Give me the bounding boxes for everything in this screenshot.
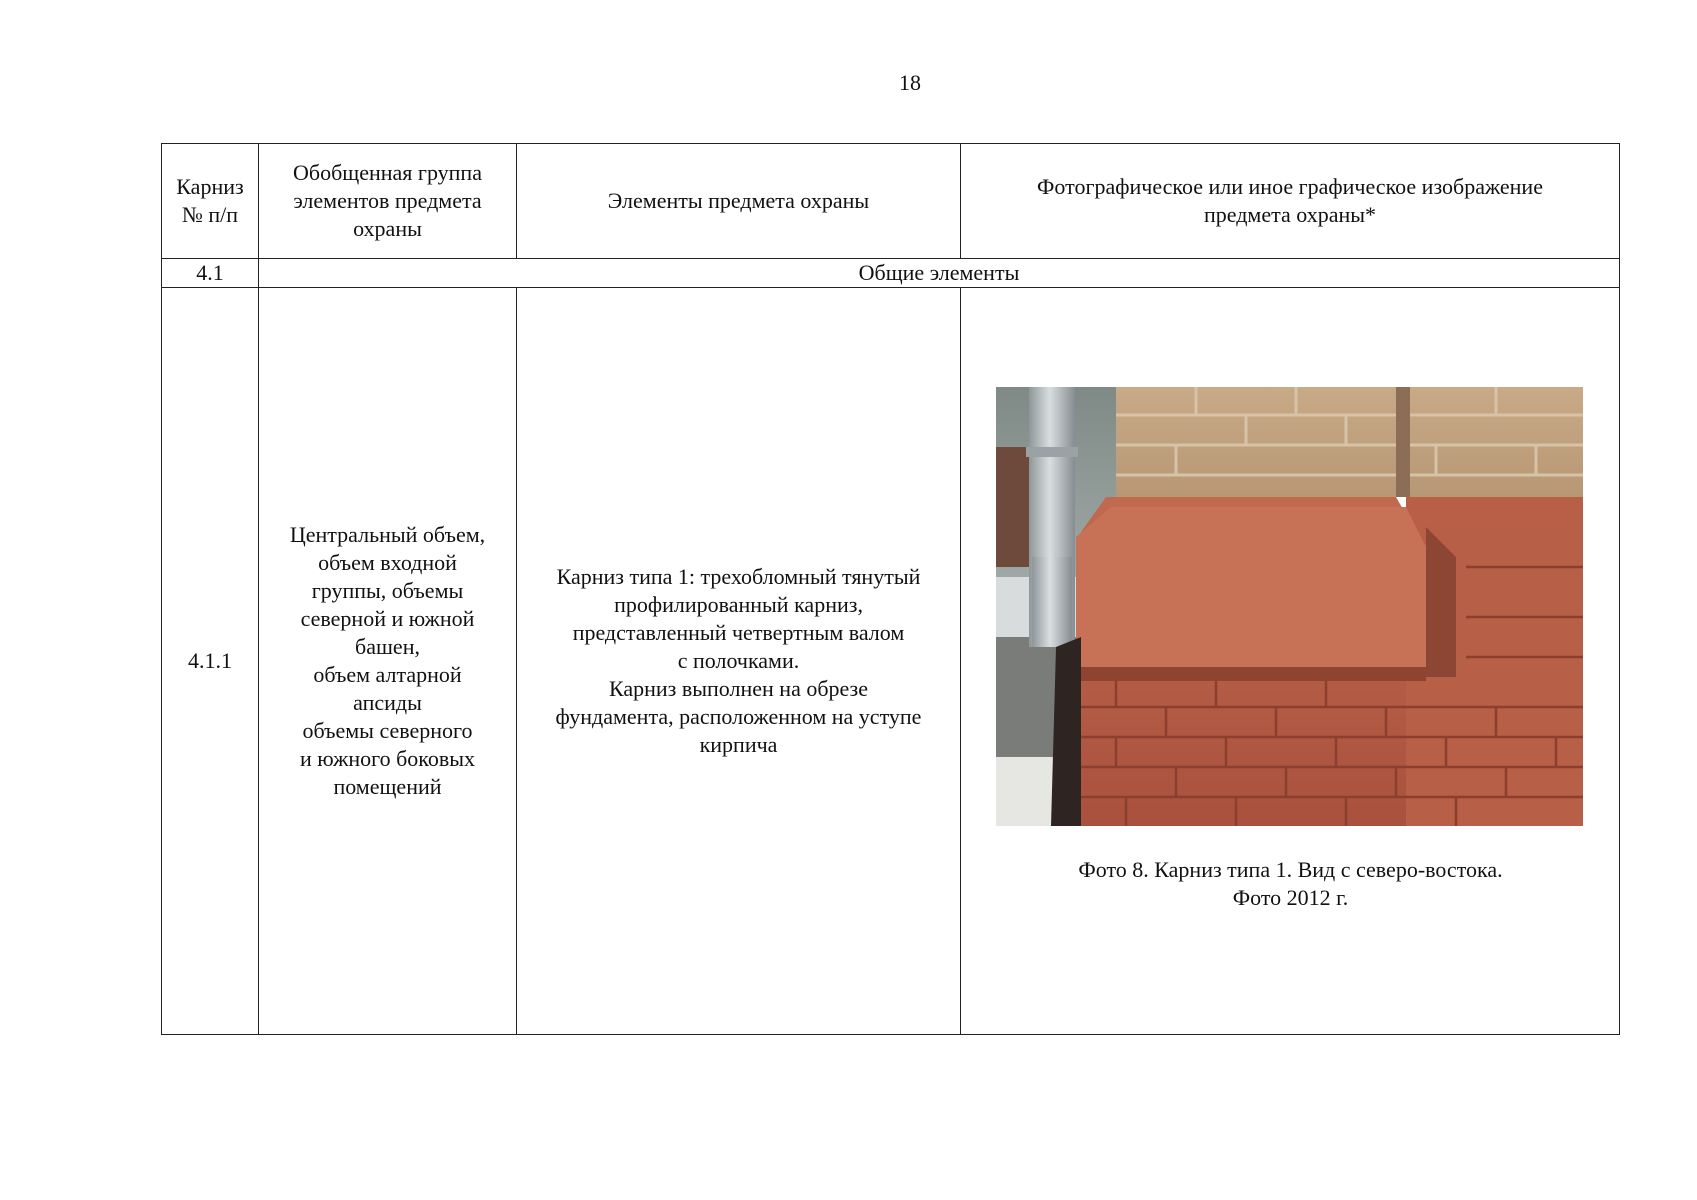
cornice-photo <box>996 387 1583 826</box>
header-photo <box>961 144 1620 259</box>
element-line: представленный четвертным валом <box>572 620 905 645</box>
row-elements <box>517 288 961 1035</box>
group-line: Центральный объем, <box>289 522 486 547</box>
element-line: Карниз выполнен на обрезе <box>608 676 869 701</box>
group-line: северной и южной <box>300 606 475 631</box>
element-line: кирпича <box>699 732 778 757</box>
header-group-text: Обобщенная группа элементов предмета охраны <box>293 160 482 241</box>
element-line: профилированный карниз, <box>614 592 863 617</box>
row-group <box>259 288 517 1035</box>
table-header-row <box>162 144 1620 259</box>
table-row <box>162 288 1620 1035</box>
group-line: объем алтарной <box>313 662 462 687</box>
element-line: с полочками. <box>677 648 800 673</box>
group-line: апсиды <box>353 690 422 715</box>
group-line: башен, <box>355 634 420 659</box>
group-line: и южного боковых <box>299 746 476 771</box>
caption-line: Фото 8. Карниз типа 1. Вид с северо-востока. <box>1078 857 1503 882</box>
header-number-text: Карниз № п/п <box>176 174 244 227</box>
page-number: 18 <box>899 70 921 95</box>
group-line: группы, объемы <box>311 578 464 603</box>
group-line: объемы северного <box>302 718 473 743</box>
section-title: Общие элементы <box>259 259 1620 288</box>
element-line: Карниз типа 1: трехобломный тянутый <box>556 564 921 589</box>
protection-table <box>161 143 1620 1035</box>
caption-line: Фото 2012 г. <box>1232 885 1349 910</box>
photo-caption <box>961 856 1620 912</box>
group-line: помещений <box>333 774 442 799</box>
group-line: объем входной <box>318 550 457 575</box>
cornice-photo-image <box>996 387 1583 826</box>
header-elements <box>517 144 961 259</box>
section-row <box>162 259 1620 288</box>
section-number: 4.1 <box>162 259 259 288</box>
header-photo-text: Фотографическое или иное графическое изображение предмета охраны* <box>1037 174 1543 227</box>
element-line: фундамента, расположенном на уступе <box>555 704 922 729</box>
row-photo <box>961 288 1620 1035</box>
header-number <box>162 144 259 259</box>
header-group <box>259 144 517 259</box>
row-number: 4.1.1 <box>162 288 259 1035</box>
header-elements-text: Элементы предмета охраны <box>607 188 870 213</box>
